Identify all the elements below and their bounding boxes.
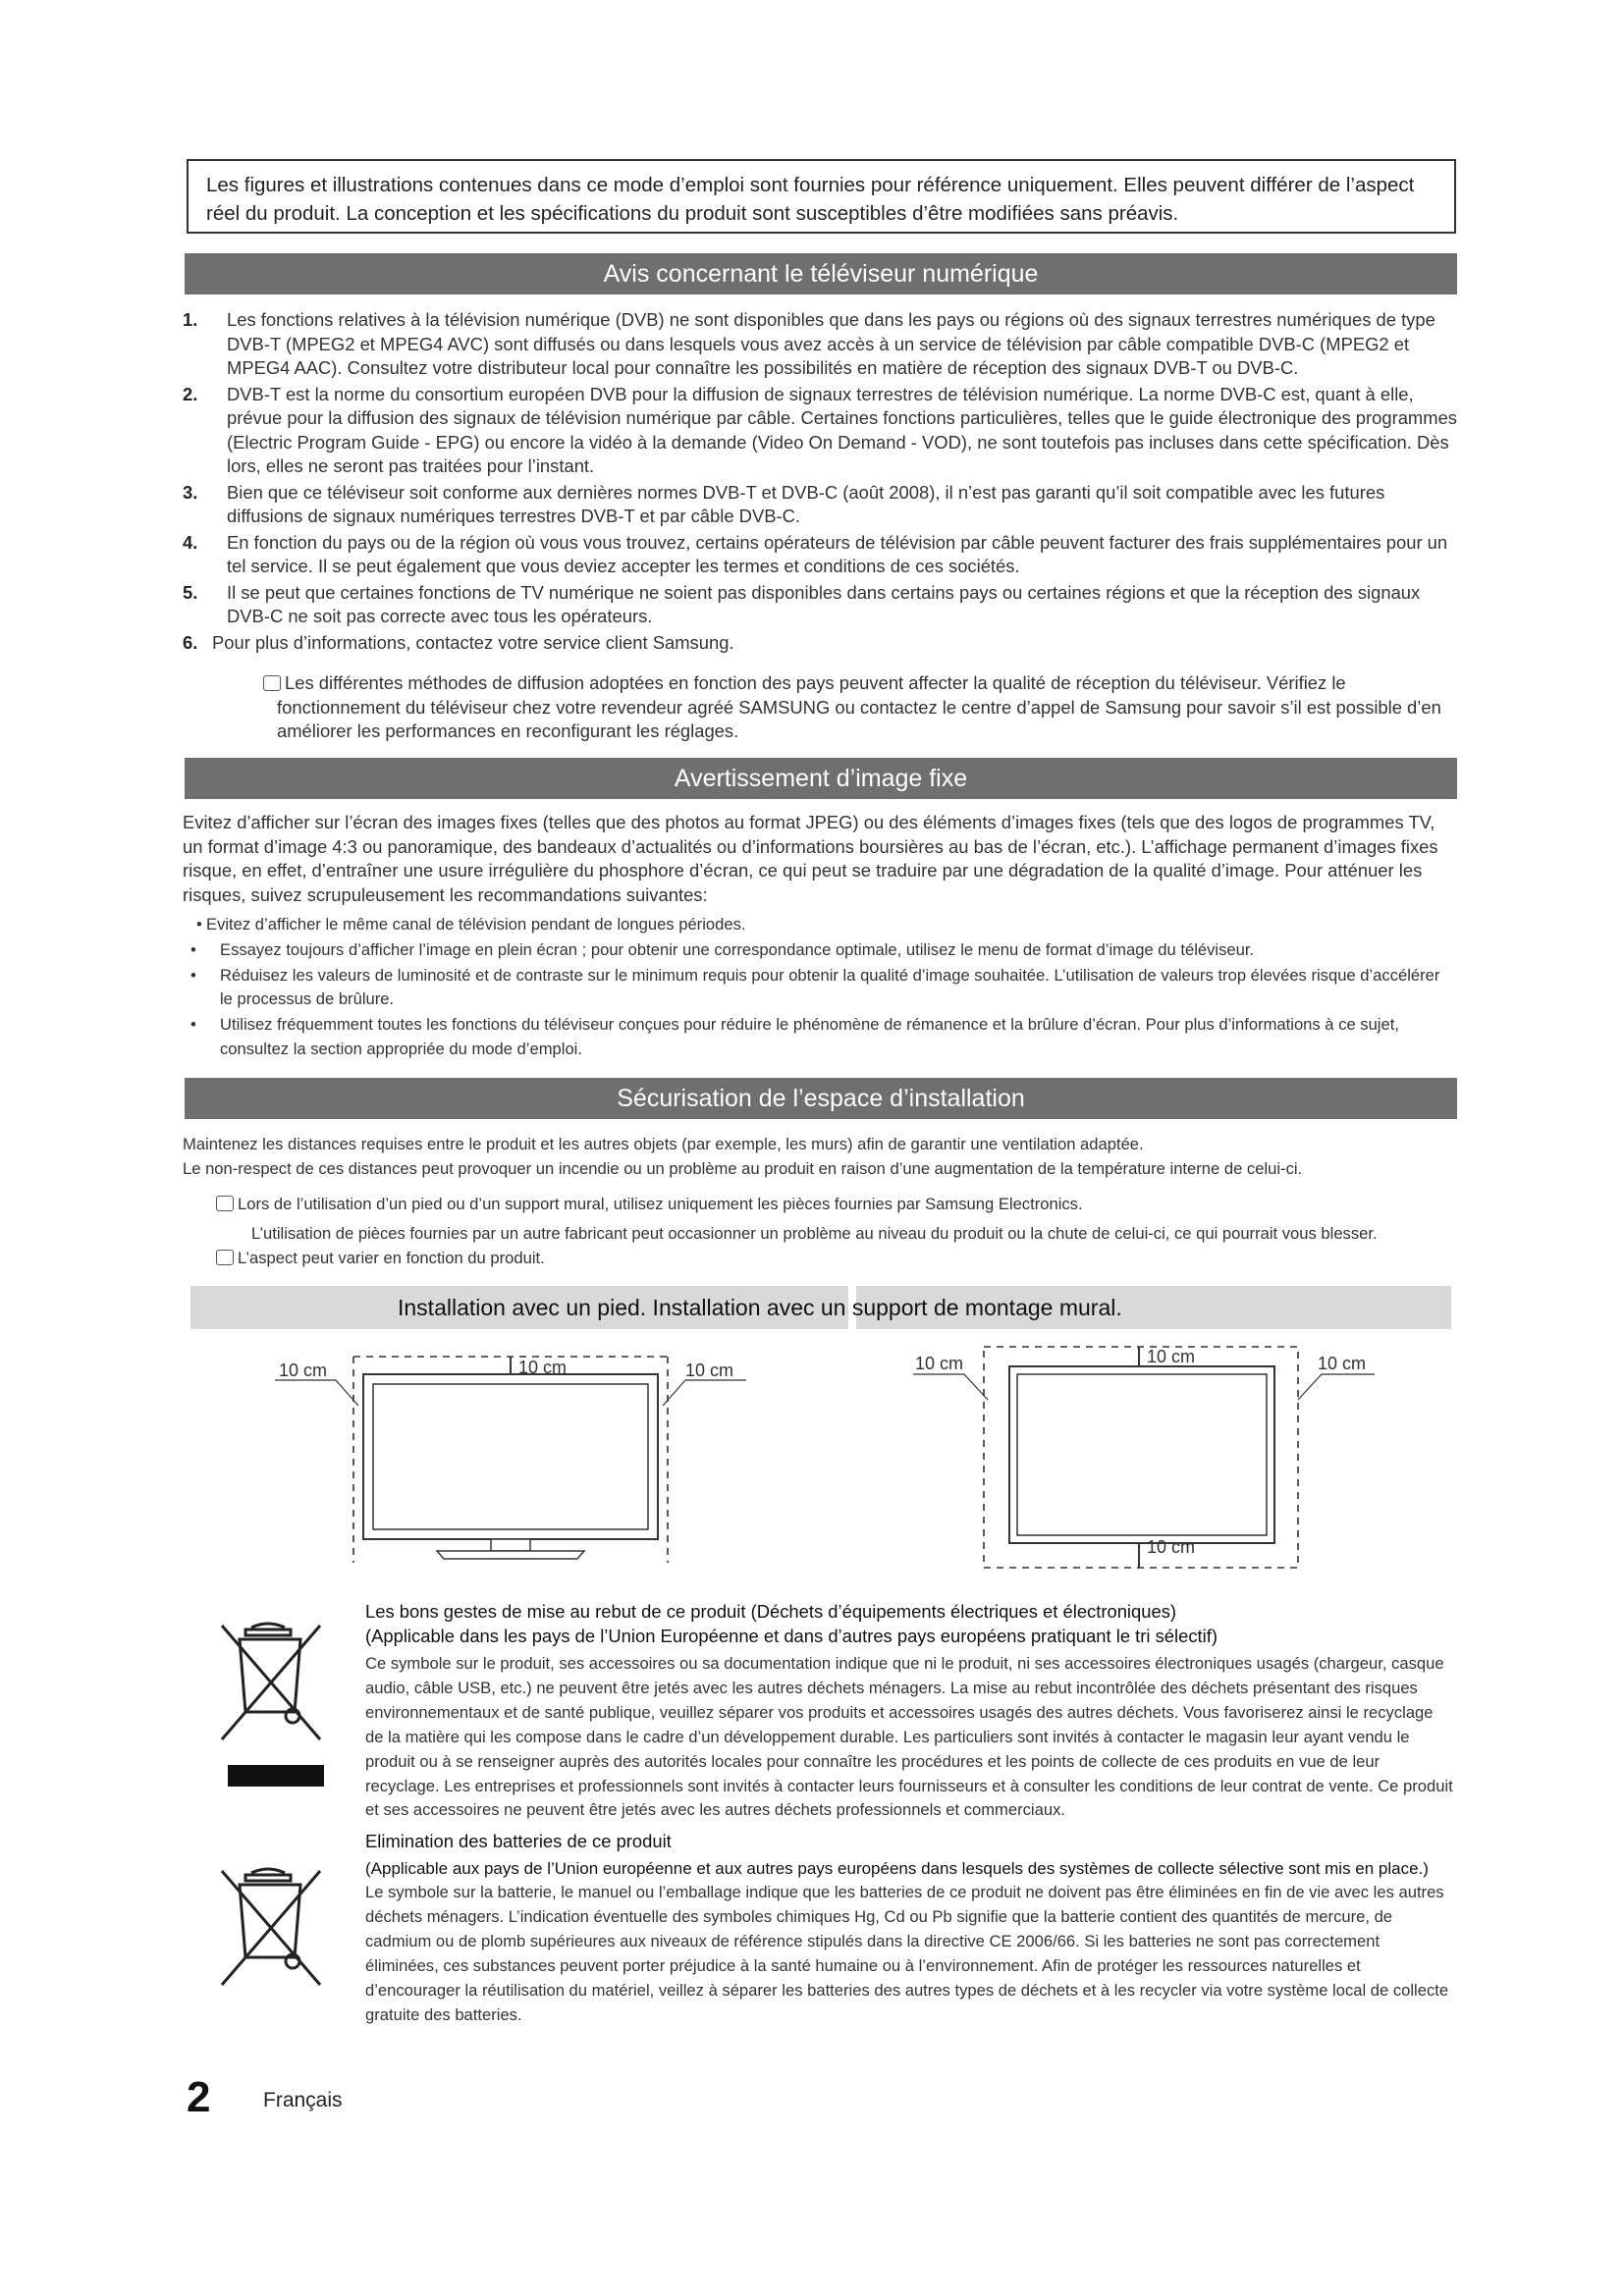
right-leader-line [663,1380,746,1406]
page-language: Français [263,2089,343,2111]
tv-screen [1017,1374,1267,1535]
tv-stand-base [437,1551,584,1559]
note-pencil-icon [263,675,281,691]
battery-title-1: Elimination des batteries de ce produit [365,1831,672,1851]
note-pencil-icon [216,1196,234,1211]
top-dimension-label: 10 cm [1147,1347,1196,1366]
left-leader-line [275,1380,358,1406]
note-pencil-icon [216,1250,234,1265]
tv-stand-neck [491,1539,530,1551]
right-dimension-label: 10 cm [1318,1354,1367,1373]
installation-subtitle: Installation avec un pied. Installation avec un support de montage mural. [398,1295,1122,1320]
list-item-text: Essayez toujours d’afficher l’image en plein écran ; pour obtenir une correspondance optimale, utilisez le menu de format d’image du téléviseur. [220,939,1255,959]
page-number: 2 [187,2073,211,2121]
crossed-out-wheeled-bin-icon [212,1865,330,1993]
bullet-mark: • [196,915,202,934]
list-number: 4. [183,531,198,553]
bullet-mark: • [190,965,196,985]
left-dimension-label: 10 cm [279,1361,328,1380]
list-item [183,531,1459,579]
installation-note-1-sub-text: L’utilisation de pièces fournies par un autre fabricant peut occasionner un problème au niveau du produit ou la chute de celui-ci, ce qui pourrait vous blesser. [251,1224,1378,1243]
list-item-text: DVB-T est la norme du consortium européen DVB pour la diffusion de signaux terrestres de télévision numérique. La norme DVB-C est, quant à elle, prévue pour la diffusion des signaux de télévision numérique par câble. Certaines fonctions particulières, telles que le guide électronique des programmes (Electric Program Guide - EPG) ou encore la vidéo à la demande (Video On Demand - VOD), ne sont toutefois pas incluses dans cette spécification. Dès lors, elles ne seront pas traitées pour l’instant. [227,383,1457,476]
bullet-mark: • [190,939,196,959]
left-dimension-label: 10 cm [915,1354,964,1373]
installation-line-2: Le non-respect de ces distances peut provoquer un incendie ou un problème au produit en raison d’une augmentation de la température interne de celui-ci. [183,1159,1303,1178]
list-item [183,938,1455,963]
list-number: 6. [183,631,198,653]
dvb-numbered-list [183,308,1459,657]
list-item-text: Bien que ce téléviseur soit conforme aux dernières normes DVB-T et DVB-C (août 2008), il n’est pas garanti qu’il soit compatible avec les futures diffusions de signaux numériques terrestres DVB-T et par câble DVB-C. [227,481,1385,526]
disclaimer-box [187,159,1456,234]
weee-title-2: (Applicable dans les pays de l’Union Européenne et dans d’autres pays européens pratiquant le tri sélectif) [365,1626,1218,1646]
dvb-note [263,671,1455,744]
left-leader-line [913,1374,988,1400]
bottom-dimension-label: 10 cm [1147,1537,1196,1557]
section-title-dvb: Avis concernant le téléviseur numérique [185,253,1457,294]
list-item-text: Réduisez les valeurs de luminosité et de contraste sur le minimum requis pour obtenir la qualité d’image souhaitée. L’utilisation de valeurs trop élevées risque d’accélérer le processus de brûlure. [220,965,1440,1009]
list-item-text: Il se peut que certaines fonctions de TV numérique ne soient pas disponibles dans certains pays ou certaines régions et que la réception des signaux DVB-C ne soit pas correcte avec tous les opérateurs. [227,581,1421,626]
bullet-mark: • [190,1015,196,1035]
list-item-text: Pour plus d’informations, contactez votre service client Samsung. [212,631,734,653]
weee-title-1: Les bons gestes de mise au rebut de ce produit (Déchets d’équipements électriques et électroniques) [365,1601,1177,1622]
installation-note-1-text: Lors de l’utilisation d’un pied ou d’un support mural, utilisez uniquement les pièces fournies par Samsung Electronics. [238,1195,1083,1213]
section-title-still-image: Avertissement d’image fixe [185,758,1457,799]
list-item-text: Evitez d’afficher le même canal de télévision pendant de longues périodes. [206,915,746,934]
list-number: 3. [183,481,198,503]
still-image-intro: Evitez d’afficher sur l’écran des images fixes (telles que des photos au format JPEG) ou des éléments d’images fixes (tels que des logos de programmes TV, un format d’image 4:3 ou panoramique, des bandeaux d’actualités ou d’informations boursières au bas de l’écran, etc.). L’affichage permanent d’images fixes risque, en effet, d’entraîner une usure irrégulière du phosphore d’écran, ce qui peut se traduire par une dégradation de la qualité d’image. Pour atténuer les risques, suivez scrupuleusement les recommandations suivantes: [183,812,1438,905]
list-item [183,631,1459,656]
installation-subtitle-bar [190,1286,1451,1329]
list-item [183,308,1459,381]
installation-note-2-text: L’aspect peut varier en fonction du produit. [238,1249,545,1267]
disclaimer-line-1: Les figures et illustrations contenues dans ce mode d’emploi sont fournies pour référence uniquement. Elles peuvent différer de l’aspect [206,174,1415,196]
installation-line-1: Maintenez les distances requises entre le produit et les autres objets (par exemple, les murs) afin de garantir une ventilation adaptée. [183,1135,1144,1153]
battery-title-2: (Applicable aux pays de l’Union européenne et aux autres pays européens dans lesquels des systèmes de collecte sélective sont mis en place.) [365,1859,1429,1878]
right-leader-line [1298,1374,1375,1400]
list-item [183,964,1455,1013]
list-item [183,383,1459,479]
installation-note-1-sub [251,1222,1455,1247]
list-item-text: En fonction du pays ou de la région où vous vous trouvez, certains opérateurs de télévision par câble peuvent facturer des frais supplémentaires pour un tel service. Il se peut également que vous deviez accepter les termes et conditions de ces sociétés. [227,531,1448,576]
crossed-out-wheeled-bin-icon [212,1620,330,1796]
battery-text: Le symbole sur la batterie, le manuel ou l’emballage indique que les batteries de ce produit ne doivent pas être éliminées en fin de vie avec les autres déchets ménagers. L’indication éventuelle des symboles chimiques Hg, Cd ou Pb signifie que la batterie contient des quantités de mercure, de cadmium ou de plomb supérieures aux niveaux de référence stipulés dans la directive CE 2006/66. Si les batteries ne sont pas correctement éliminées, ces substances peuvent porter préjudice à la santé humaine ou à l’environnement. Afin de protéger les ressources naturelles et d’encourager la réutilisation du matériel, veillez à séparer les batteries des autres types de déchets et à les recycler via votre système local de collecte gratuite des batteries. [365,1883,1449,2024]
still-image-bullets [183,913,1455,1063]
right-dimension-label: 10 cm [685,1361,734,1380]
list-item [183,481,1459,529]
wall-mount-installation-diagram [893,1335,1384,1580]
top-dimension-label: 10 cm [518,1358,568,1377]
disclaimer-line-2: réel du produit. La conception et les spécifications du produit sont susceptibles d’être modifiées sans préavis. [206,202,1179,225]
list-number: 2. [183,383,198,404]
dvb-note-text: Les différentes méthodes de diffusion adoptées en fonction des pays peuvent affecter la qualité de réception du téléviseur. Vérifiez le fonctionnement du téléviseur chez votre revendeur agréé SAMSUNG ou contactez le centre d’appel de Samsung pour savoir s’il est possible d’en améliorer les performances en reconfigurant les réglages. [277,672,1441,742]
stand-installation-diagram [265,1345,756,1571]
list-item-text: Utilisez fréquemment toutes les fonctions du téléviseur conçues pour réduire le phénomène de rémanence et la brûlure d’écran. Pour plus d’informations à ce sujet, consultez la section appropriée du mode d’emploi. [220,1015,1399,1058]
list-item [183,1013,1455,1062]
section-title-installation: Sécurisation de l’espace d’installation [185,1078,1457,1119]
list-item [183,913,1455,937]
installation-note-2 [216,1247,1455,1271]
installation-note-1 [216,1193,1455,1217]
list-item [183,581,1459,629]
tv-screen [373,1384,648,1529]
list-number: 5. [183,581,198,603]
list-number: 1. [183,309,198,330]
list-item-text: Les fonctions relatives à la télévision numérique (DVB) ne sont disponibles que dans les pays ou régions où des signaux terrestres numériques de type DVB-T (MPEG2 et MPEG4 AVC) sont diffusés ou dans lesquels vous avez accès à un service de télévision par câble compatible DVB-C (MPEG2 et MPEG4 AAC). Consultez votre distributeur local pour connaître les possibilités en matière de réception des signaux DVB-T ou DVB-C. [227,309,1435,378]
weee-text: Ce symbole sur le produit, ses accessoires ou sa documentation indique que ni le produit, ni ses accessoires électroniques usagés (chargeur, casque audio, câble USB, etc.) ne peuvent être jetés avec les autres déchets ménagers. La mise au rebut incontrôlée des déchets présentant des risques environnementaux et de santé publique, veuillez séparer vos produits et accessoires usagés des autres déchets. Vous favoriserez ainsi le recyclage de la matière qui les compose dans le cadre d’un développement durable. Les particuliers sont invités à contacter le magasin leur ayant vendu le produit ou à se renseigner auprès des autorités locales pour connaître les procédures et les points de collecte de ces produits en vue de leur recyclage. Les entreprises et professionnels sont invités à contacter leurs fournisseurs et à consulter les conditions de leur contrat de vente. Ce produit et ses accessoires ne peuvent être jetés avec les autres déchets professionnels et commerciaux. [365,1654,1453,1820]
